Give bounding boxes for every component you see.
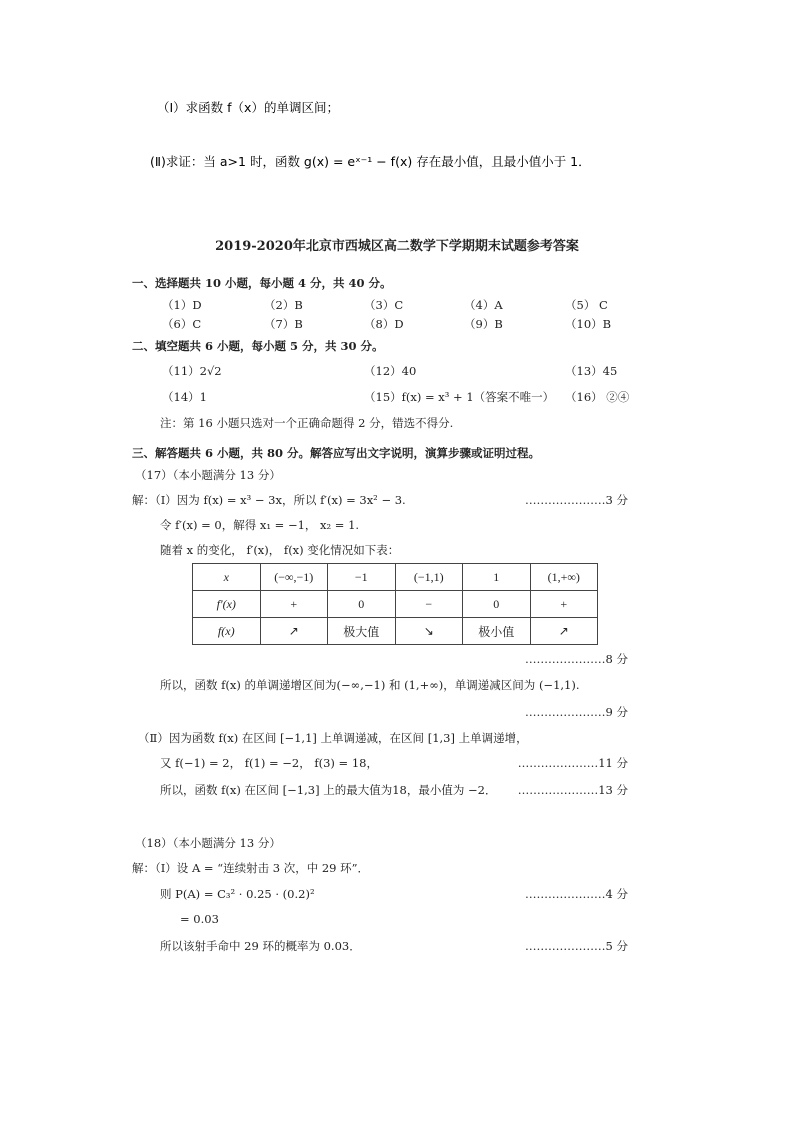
score-mark: …………………4 分 — [525, 887, 628, 901]
q18-line: 则 P(A) = C₃² · 0.25 · (0.2)² — [160, 887, 315, 901]
answer-5: （5） C — [565, 298, 608, 312]
answer-11: （11）2√2 — [162, 364, 222, 378]
q18-line: 解：（Ⅰ）设 A = “连续射击 3 次，中 29 环”． — [132, 861, 370, 875]
q18-line: = 0.03 — [180, 912, 219, 926]
q17-line: 所以，函数 f(x) 的单调递增区间为(−∞,−1) 和 (1,+∞)，单调递减区间为 (−1,1). — [160, 678, 580, 692]
score-mark: …………………9 分 — [525, 705, 628, 719]
section2-heading: 二、填空题共 6 小题，每小题 5 分，共 30 分。 — [132, 339, 384, 353]
answer-15: （15）f(x) = x³ + 1（答案不唯一） — [364, 390, 555, 404]
answer-12: （12）40 — [364, 364, 417, 378]
answer-14: （14）1 — [162, 390, 207, 404]
score-mark: …………………13 分 — [517, 783, 628, 797]
table-cell: + — [260, 591, 328, 618]
table-cell: 0 — [328, 591, 396, 618]
answer-3: （3）C — [364, 298, 404, 312]
section1-heading: 一、选择题共 10 小题，每小题 4 分，共 40 分。 — [132, 276, 392, 290]
question-part1: （Ⅰ）求函数 f（x）的单调区间； — [157, 100, 339, 115]
increasing-arrow-icon: ↗ — [260, 618, 328, 645]
table-cell: (−1,1) — [395, 564, 463, 591]
answer-8: （8）D — [364, 317, 404, 331]
score-mark: …………………11 分 — [517, 756, 628, 770]
table-cell: −1 — [328, 564, 396, 591]
answer-9: （9）B — [464, 317, 503, 331]
score-mark: …………………8 分 — [525, 652, 628, 666]
table-cell: 1 — [463, 564, 531, 591]
page-title: 2019-2020年北京市西城区高二数学下学期期末试题参考答案 — [215, 239, 579, 254]
answer-7: （7）B — [264, 317, 303, 331]
answer-6: （6）C — [162, 317, 202, 331]
table-cell: x — [193, 564, 261, 591]
table-cell: (−∞,−1) — [260, 564, 328, 591]
q17-header: （17）（本小题满分 13 分） — [135, 468, 281, 482]
answer-4: （4）A — [464, 298, 503, 312]
q17-line: 令 f′(x) = 0，解得 x₁ = −1， x₂ = 1. — [160, 518, 360, 532]
increasing-arrow-icon: ↗ — [530, 618, 598, 645]
table-cell: 0 — [463, 591, 531, 618]
question-part2: (Ⅱ)求证：当 a>1 时，函数 g(x) = eˣ⁻¹ − f(x) 存在最小值，且最小值小于 1． — [150, 154, 591, 169]
table-cell: 极大值 — [328, 618, 396, 645]
score-mark: …………………3 分 — [525, 493, 628, 507]
variation-table — [192, 563, 598, 645]
score-mark: …………………5 分 — [525, 939, 628, 953]
q17-line: 所以，函数 f(x) 在区间 [−1,3] 上的最大值为18，最小值为 −2． — [160, 783, 497, 797]
table-row — [193, 591, 598, 618]
table-cell: + — [530, 591, 598, 618]
table-cell: f′(x) — [193, 591, 261, 618]
table-cell: 极小值 — [463, 618, 531, 645]
answer-2: （2）B — [264, 298, 303, 312]
answer-16: （16） ②④ — [565, 390, 630, 404]
decreasing-arrow-icon: ↘ — [395, 618, 463, 645]
q18-line: 所以该射手命中 29 环的概率为 0.03． — [160, 939, 361, 953]
table-cell: f(x) — [193, 618, 261, 645]
q17-line: 随着 x 的变化， f′(x)， f(x) 变化情况如下表： — [160, 543, 400, 557]
q17-line: 又 f(−1) = 2， f(1) = −2， f(3) = 18， — [160, 756, 378, 770]
section3-heading: 三、解答题共 6 小题，共 80 分。解答应写出文字说明，演算步骤或证明过程。 — [132, 446, 541, 460]
q18-header: （18）（本小题满分 13 分） — [135, 836, 281, 850]
answer-10: （10）B — [565, 317, 612, 331]
table-row — [193, 564, 598, 591]
q17-line: 解：（Ⅰ）因为 f(x) = x³ − 3x，所以 f′(x) = 3x² − 3. — [132, 493, 406, 507]
answer-1: （1）D — [162, 298, 202, 312]
answer-13: （13）45 — [565, 364, 618, 378]
q17-line: （Ⅱ）因为函数 f(x) 在区间 [−1,1] 上单调递减，在区间 [1,3] 上单调递增， — [138, 731, 528, 745]
section2-note: 注：第 16 小题只选对一个正确命题得 2 分，错选不得分. — [160, 416, 454, 430]
table-cell: − — [395, 591, 463, 618]
table-cell: (1,+∞) — [530, 564, 598, 591]
table-row — [193, 618, 598, 645]
